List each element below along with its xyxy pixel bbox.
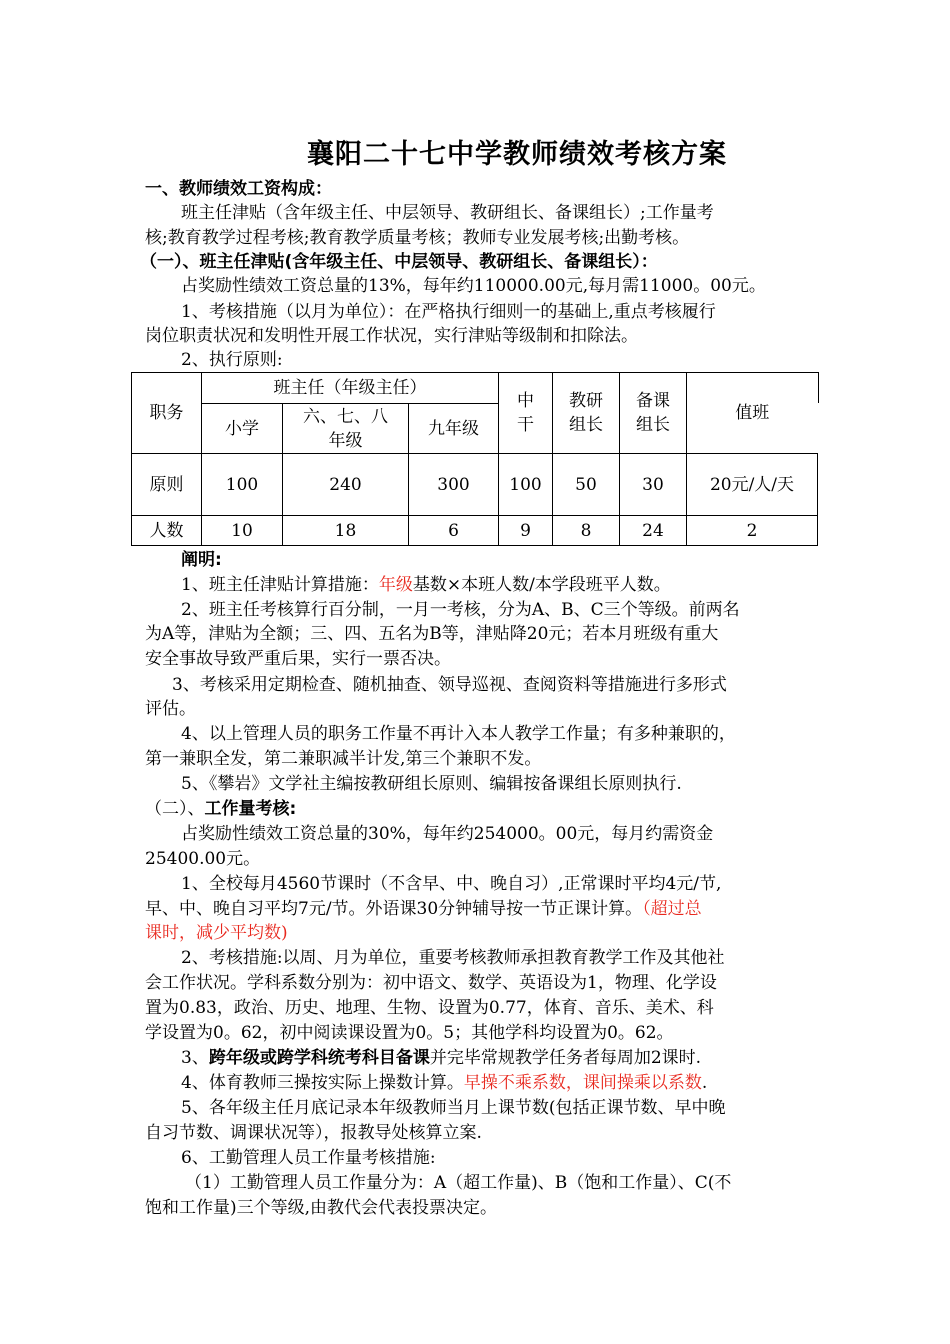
table-cell: 300 [409,454,499,516]
paragraph-line: 会工作状况。学科系数分别为：初中语文、数学、英语设为1，物理、化学设 [145,973,717,993]
paragraph-line: 占奖励性绩效工资总量的30%，每年约254000。00元，每月约需资金 [181,824,714,844]
paragraph-line: 1、班主任津贴计算措施：年级基数×本班人数/本学段班平人数。 [181,575,671,595]
table-cell: 10 [202,516,283,546]
table-row [132,516,818,546]
table-cell: 50 [553,454,620,516]
header-cell-head-teacher: 班主任（年级主任） [202,373,499,404]
paragraph-line: 评估。 [145,699,196,719]
paragraph-line: 自习节数、调课状况等），报教导处核算立案. [145,1123,482,1143]
paragraph-line: 第一兼职全发，第二兼职减半计发,第三个兼职不发。 [145,749,542,769]
table-cell: 30 [620,454,687,516]
header-cell-research-leader: 教研组长 [553,373,620,454]
header-cell-prep-leader: 备课组长 [620,373,687,454]
table-cell: 9 [499,516,553,546]
paragraph-line: 5、《攀岩》文学社主编按教研组长原则、编辑按备课组长原则执行. [181,774,682,794]
paragraph-line: （1）工勤管理人员工作量分为：A（超工作量)、B（饱和工作量）、C(不 [185,1173,732,1193]
header-cell-grade-9: 九年级 [409,404,499,454]
paragraph-line: 4、以上管理人员的职务工作量不再计入本人教学工作量；有多种兼职的， [181,724,736,744]
paragraph-line: 2、执行原则: [181,350,283,370]
paragraph-line: 岗位职责状况和发明性开展工作状况，实行津贴等级制和扣除法。 [145,326,638,346]
table-cell: 人数 [132,516,202,546]
header-cell-mid-level: 中干 [499,373,553,454]
table-cell: 原则 [132,454,202,516]
table-row [132,454,818,516]
table-cell: 20元/人/天 [687,454,818,516]
paragraph-line: 置为0.83，政治、历史、地理、生物、设置为0.77，体育、音乐、美术、科 [145,998,714,1018]
paragraph-line: 2、考核措施:以周、月为单位，重要考核教师承担教育教学工作及其他社 [181,948,725,968]
header-cell-primary: 小学 [202,404,283,454]
allowance-table [131,372,818,546]
table-cell: 240 [283,454,409,516]
table-cell: 100 [499,454,553,516]
paragraph-line: 25400.00元。 [145,849,261,869]
table-cell: 100 [202,454,283,516]
paragraph-line: 班主任津贴（含年级主任、中层领导、教研组长、备课组长）;工作量考 [181,203,714,223]
table-cell: 18 [283,516,409,546]
paragraph-line: 3、考核采用定期检查、随机抽查、领导巡视、查阅资料等措施进行多形式 [172,675,727,695]
paragraph-line: 1、考核措施（以月为单位）：在严格执行细则一的基础上,重点考核履行 [181,302,716,322]
paragraph-line: 5、各年级主任月底记录本年级教师当月上课节数(包括正课节数、早中晚 [181,1098,726,1118]
paragraph-line: 核;教育教学过程考核;教育教学质量考核；教师专业发展考核;出勤考核。 [145,228,690,248]
paragraph-line: 学设置为0。62，初中阅读课设置为0。5；其他学科均设置为0。62。 [145,1023,674,1043]
subsection-heading: （二）、工作量考核: [145,799,297,819]
header-cell-grade-678: 六、七、八年级 [283,404,409,454]
paragraph-line: 饱和工作量)三个等级,由教代会代表投票决定。 [145,1198,498,1218]
notes-heading: 阐明: [181,550,222,570]
paragraph-line: 3、跨年级或跨学科统考科目备课并完毕常规教学任务者每周加2课时. [181,1048,702,1068]
paragraph-line: 为A等，津贴为全额；三、四、五名为B等，津贴降20元；若本月班级有重大 [145,624,719,644]
paragraph-line: 4、体育教师三操按实际上操数计算。早操不乘系数，课间操乘以系数. [181,1073,708,1093]
table-cell: 2 [687,516,818,546]
table-border-fragment [818,372,819,403]
paragraph-line: 早、中、晚自习平均7元/节。外语课30分钟辅导按一节正课计算。（超过总 [145,899,702,919]
header-cell-duty: 值班 [687,373,818,454]
page-title: 襄阳二十七中学教师绩效考核方案 [307,139,727,170]
paragraph-line: 1、全校每月4560节课时（不含早、中、晚自习）,正常课时平均4元/节, [181,874,722,894]
table-cell: 8 [553,516,620,546]
paragraph-line: 6、工勤管理人员工作量考核措施: [181,1148,436,1168]
table-cell: 6 [409,516,499,546]
section-heading: 一、教师绩效工资构成： [145,179,332,199]
header-cell-role: 职务 [132,373,202,454]
paragraph-line: 课时，减少平均数) [145,923,288,943]
paragraph-line: 占奖励性绩效工资总量的13%，每年约110000.00元,每月需11000。00元。 [181,276,766,296]
paragraph-line: 安全事故导致严重后果，实行一票否决。 [145,649,451,669]
table-cell: 24 [620,516,687,546]
paragraph-line: 2、班主任考核算行百分制，一月一考核，分为A、B、C三个等级。前两名 [181,600,740,620]
subsection-heading: （一）、班主任津贴(含年级主任、中层领导、教研组长、备课组长）： [140,252,658,272]
